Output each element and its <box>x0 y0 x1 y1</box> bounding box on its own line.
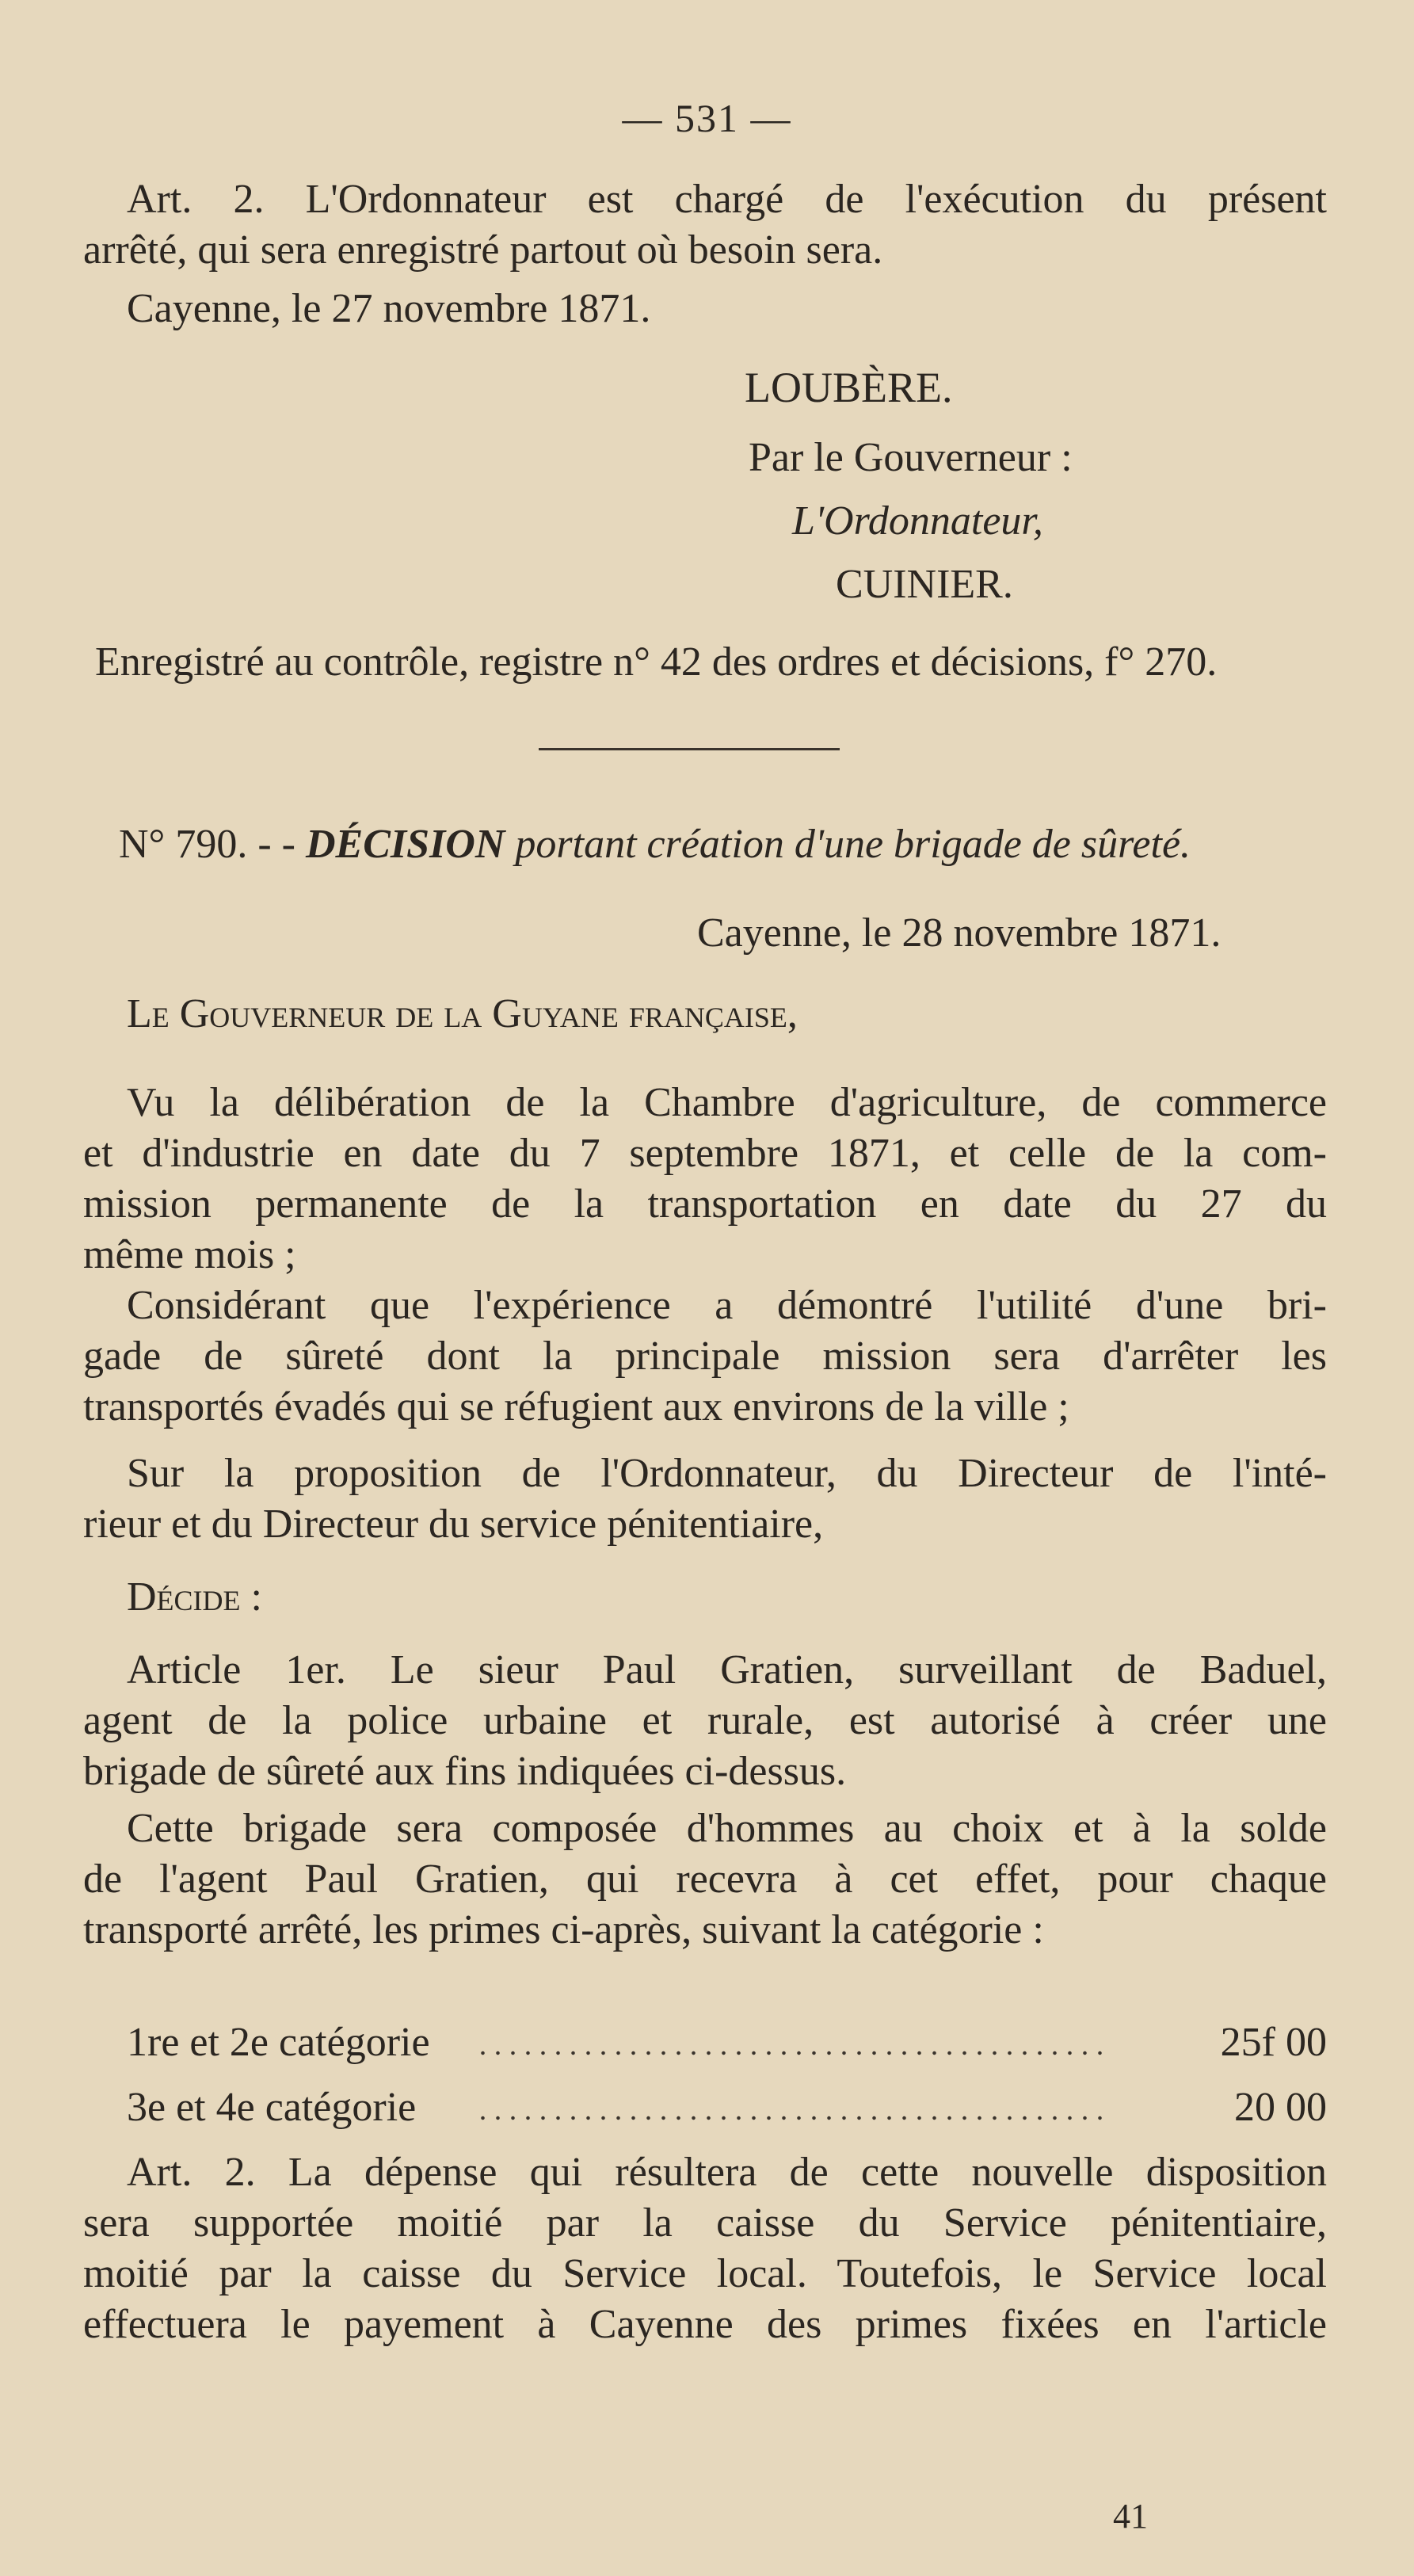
article1-line: agent de la police urbaine et rurale, est autorisé à créer une <box>83 1698 1327 1743</box>
signature-by: Par le Gouverneur : <box>749 435 1073 480</box>
prime-label: 3e et 4e catégorie <box>127 2085 417 2130</box>
article1-line: Cette brigade sera composée d'hommes au choix et à la solde <box>127 1806 1327 1851</box>
article2-line: Art. 2. La dépense qui résultera de cette nouvelle disposition <box>127 2150 1327 2195</box>
article2-line: effectuera le payement à Cayenne des primes fixées en l'article <box>83 2302 1327 2347</box>
decision-heading <box>119 819 1363 870</box>
signature-role: L'Ordonnateur, <box>792 498 1043 544</box>
article1-line: Article 1er. Le sieur Paul Gratien, surveillant de Baduel, <box>127 1647 1327 1693</box>
considerant-line: même mois ; <box>83 1232 296 1277</box>
prime-leader-dots <box>475 2051 1109 2055</box>
page-number: — 531 — <box>622 96 792 140</box>
prime-leader-dots <box>475 2116 1109 2120</box>
considerant-line: Vu la délibération de la Chambre d'agriculture, de commerce <box>127 1080 1327 1125</box>
article1-line: de l'agent Paul Gratien, qui recevra à cet effet, pour chaque <box>83 1857 1327 1902</box>
prime-amount: 25f 00 <box>1220 2020 1327 2065</box>
considerant-line: Considérant que l'expérience a démontré l'utilité d'une bri- <box>127 1283 1327 1328</box>
prime-amount: 20 00 <box>1234 2085 1327 2130</box>
considerant-line: rieur et du Directeur du service pénitentiaire, <box>83 1502 824 1547</box>
art2-line-1: Art. 2. L'Ordonnateur est chargé de l'exécution du présent <box>127 177 1327 222</box>
decision-title-bold: DÉCISION <box>305 822 505 867</box>
art2-line-2: arrêté, qui sera enregistré partout où besoin sera. <box>83 227 883 273</box>
signature-signer: CUINIER. <box>836 562 1013 607</box>
separator-rule <box>539 748 840 750</box>
considerant-line: et d'industrie en date du 7 septembre 1871, et celle de la com- <box>83 1131 1327 1176</box>
article1-line: transporté arrêté, les primes ci-après, suivant la catégorie : <box>83 1907 1044 1952</box>
article2-line: moitié par la caisse du Service local. Toutefois, le Service local <box>83 2251 1327 2296</box>
considerant-line: gade de sûreté dont la principale mission sera d'arrêter les <box>83 1334 1327 1379</box>
considerant-line: transportés évadés qui se réfugient aux environs de la ville ; <box>83 1384 1069 1429</box>
article1-line: brigade de sûreté aux fins indiquées ci-dessus. <box>83 1749 847 1794</box>
considerant-line: Sur la proposition de l'Ordonnateur, du Directeur de l'inté- <box>127 1451 1327 1496</box>
considerant-line: mission permanente de la transportation en date du 27 du <box>83 1181 1327 1227</box>
signature-name: LOUBÈRE. <box>745 364 953 411</box>
place-date-1: Cayenne, le 27 novembre 1871. <box>127 286 651 331</box>
decide-heading: Décide : <box>127 1574 262 1620</box>
registration-note: Enregistré au contrôle, registre n° 42 des ordres et décisions, f° 270. <box>95 639 1218 685</box>
decision-number: N° 790. - - <box>119 822 295 867</box>
governor-heading: Le Gouverneur de la Guyane française, <box>127 991 798 1036</box>
signature-mark: 41 <box>1113 2497 1148 2536</box>
place-date-2: Cayenne, le 28 novembre 1871. <box>697 910 1222 956</box>
prime-label: 1re et 2e catégorie <box>127 2020 430 2065</box>
article2-line: sera supportée moitié par la caisse du Service pénitentiaire, <box>83 2200 1327 2246</box>
decision-title-rest: portant création d'une brigade de sûreté. <box>515 822 1191 867</box>
